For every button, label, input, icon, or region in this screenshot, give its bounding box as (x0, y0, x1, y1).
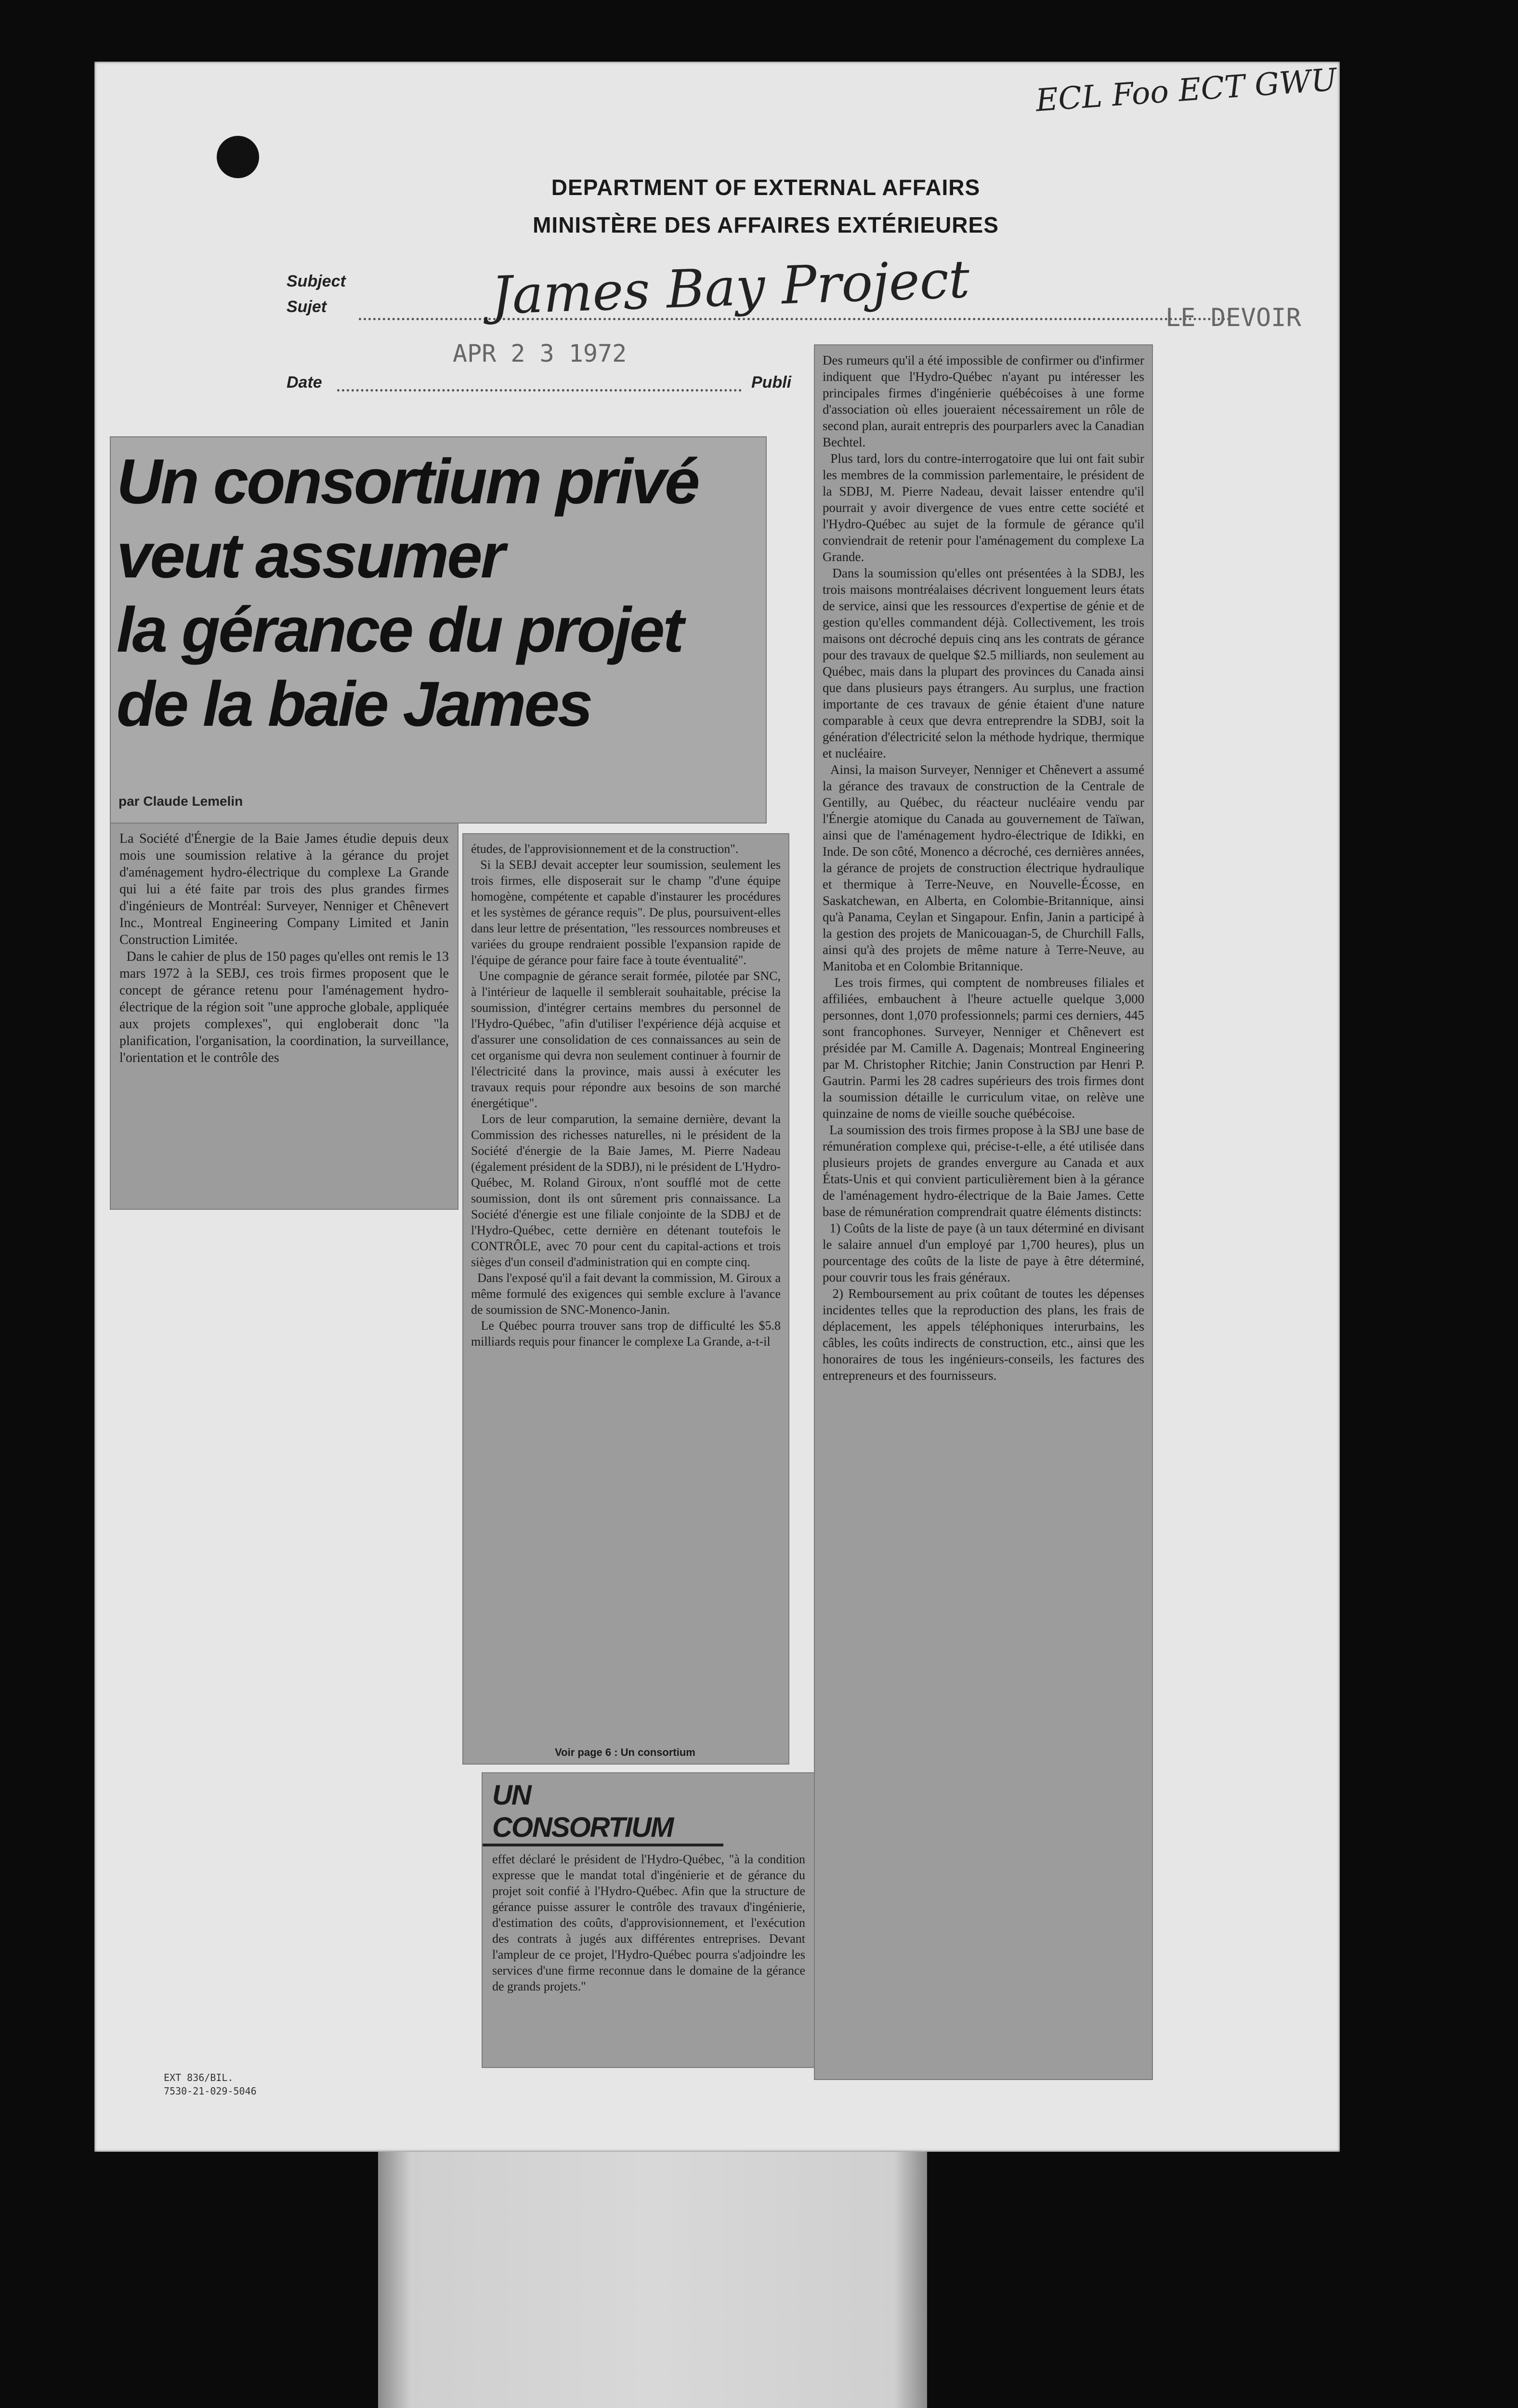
column-3-text: Des rumeurs qu'il a été impossible de confirmer ou d'infirmer indiquent que l'Hydro-Québec n'ayant pu intéresser les principales firmes d'ingénierie québécoises à une forme d'association où elles joueraient nécessairement un rôle de second plan, aurait entrepris des pourparlers avec la Canadian Bechtel. Plus tard, lors du contre-interrogatoire que lui ont fait subir les membres de la commission parlementaire, le président de la SDBJ, M. Pierre Nadeau, devait laisser entendre qu'il pourrait y avoir divergence de vues entre cette société et l'Hydro-Québec au sujet de la formule de gérance qu'il conviendrait de retenir pour l'aménagement du complexe La Grande. Dans la soumission qu'elles ont présentées à la SDBJ, les trois maisons montréalaises décrivent longuement leurs états de service, ainsi que les ressources d'expertise de génie et de gestion qu'elles commandent déjà. Collectivement, les trois maisons ont décroché depuis cinq ans les contrats de gérance pour des travaux de quelque $2.5 milliards, non seulement au Québec, mais dans la plupart des provinces du Canada ainsi que dans plusieurs pays étrangers. Au surplus, une fraction importante de ces travaux de génie étaient d'une nature comparable à ceux que devra entreprendre la SDBJ, soit la génération d'électricité selon la méthode hydrique, thermique et nucléaire. Ainsi, la maison Surveyer, Nenniger et Chênevert a assumé la gérance des travaux de construction de la Centrale de Gentilly, au Québec, du réacteur nucléaire vendu par l'Énergie atomique du Canada au gouvernement de Taïwan, ainsi que de l'aménagement hydro-électrique de Idikki, en Inde. De son côté, Monenco a décroché, ces dernières années, la gérance de projets de construction électrique hydraulique et thermique à Terre-Neuve, en Nouvelle-Écosse, en Saskatchewan, en Alberta, en Colombie-Britannique, ainsi qu'à Panama, Ceylan et Singapour. Enfin, Janin a participé à la gestion des projets de Manicouagan-5, de Churchill Falls, ainsi qu'à des projets de même nature à Terre-Neuve, au Manitoba et en Colombie Britannique. Les trois firmes, qui comptent de nombreuses filiales et affiliées, embauchent à l'heure actuelle quelque 3,000 personnes, dont 1,070 professionnels; parmi ces derniers, 445 sont francophones. Surveyer, Nenniger et Chênevert est présidée par M. Camille A. Dagenais; Montreal Engineering par M. Christopher Ritchie; Janin Construction par Henri P. Gautrin. Parmi les 28 cadres supérieurs des trois firmes dont la soumission détaille le curriculum vitae, on relève une quinzaine de noms de vieille souche québécoise. La soumission des trois firmes propose à la SBJ une base de rémunération complexe qui, précise-t-elle, a été utilisée dans plusieurs projets de grandes envergure au Canada et aux États-Unis et qui convient particulièrement bien à la gérance de l'aménagement hydro-électrique de la Baie James. Cette base de rémunération comprendrait quatre éléments distincts: 1) Coûts de la liste de paye (à un taux déterminé en divisant le salaire annuel d'un employé par 1,700 heures), plus un pourcentage des coûts de la liste de paye à être déterminé, pour couvrir tous les frais généraux. 2) Remboursement au prix coûtant de toutes les dépenses incidentes telles que la reproduction des plans, les frais de déplacement, les appels téléphoniques interurbains, les câbles, les coûts indirects de construction, etc., ainsi que les honoraires de tous les ingénieurs-conseils, les factures des entrepreneurs et des fournisseurs. (823, 353, 1145, 1383)
column-1-text: La Société d'Énergie de la Baie James étudie depuis deux mois une soumission relative à la gérance du projet d'aménagement hydro-électrique du complexe La Grande qui lui a été faite par trois des plus grandes firmes d'ingénieurs de Montréal: Surveyer, Nenniger et Chênevert Inc., Montreal Engineering Company Limited et Janin Construction Limitée. Dans le cahier de plus de 150 pages qu'elles ont remis le 13 mars 1972 à la SEBJ, ces trois firmes proposent que le concept de gérance retenu pour l'aménagement hydro-électrique de la région soit "une approche globale, appliquée aux projets complexes", qui engloberait donc "la planification, l'organisation, la coordination, la surveillance, l'orientation et le contrôle des (119, 831, 449, 1065)
department-en: DEPARTMENT OF EXTERNAL AFFAIRS (551, 175, 981, 200)
column-2-text: études, de l'approvisionnement et de la construction". Si la SEBJ devait accepter leur soumission, seulement les trois firmes, elle disposerait sur le champ "d'une équipe homogène, compétente et capable d'instaurer les procédures et les systèmes de gérance requis". De plus, poursuivent-elles dans leur lettre de présentation, "les ressources nombreuses et variées du groupe rendraient possible l'expansion rapide de l'équipe de gérance pour faire face à toute éventualité". Une compagnie de gérance serait formée, pilotée par SNC, à l'intérieur de laquelle il semblerait souhaitable, précise la soumission, d'intégrer certains membres du personnel de l'Hydro-Québec, "afin d'utiliser l'expérience déjà acquise et d'assurer une consolidation de ces connaissances au sein de cet organisme qui devra non seulement continuer à fournir de l'électricité dans la province, mais aussi à exécuter les travaux requis pour répondre aux besoins de son marché énergétique". Lors de leur comparution, la semaine dernière, devant la Commission des richesses naturelles, ni le président de la Société d'énergie de la Baie James, M. Pierre Nadeau (également président de la SDBJ), ni le président de L'Hydro-Québec, M. Roland Giroux, n'ont soufflé mot de cette soumission, dont ils ont sûrement pris connaissance. La Société d'énergie est une filiale conjointe de la SDBJ et de l'Hydro-Québec, cette dernière en détenant toutefois le CONTRÔLE, avec 70 pour cent du capital-actions et trois sièges d'un conseil d'administration qui en compte cinq. Dans l'exposé qu'il a fait devant la commission, M. Giroux a même formulé des exigences qui semble exclure à l'avance de soumission de SNC-Monenco-Janin. Le Québec pourra trouver sans trop de difficulté les $5.8 milliards requis pour financer le complexe La Grande, a-t-il (471, 842, 781, 1348)
routing-marks: ECL Foo ECT GWU (1034, 62, 1338, 119)
byline: par Claude Lemelin (118, 794, 243, 809)
article-column-2 (462, 833, 789, 1765)
date-line (337, 389, 742, 392)
article-column-3 (814, 344, 1153, 2080)
sheet-stub (378, 2152, 927, 2408)
subject-value: James Bay Project (490, 249, 971, 327)
publication-stamp: LE DEVOIR (1165, 303, 1301, 332)
publication-label: Publi (751, 373, 792, 392)
punch-hole (217, 136, 259, 178)
subject-label-fr: Sujet (287, 298, 327, 316)
subject-label-en: Subject (287, 272, 346, 290)
continued-note: Voir page 6 : Un consortium (471, 1746, 779, 1759)
continuation-clipping (482, 1772, 816, 2068)
form-code: EXT 836/BIL. 7530-21-029-5046 (164, 2072, 257, 2097)
date-stamp: APR 2 3 1972 (453, 340, 627, 367)
article-column-1 (110, 823, 458, 1210)
date-label: Date (287, 373, 322, 392)
headline: Un consortium privé veut assumer la gérance du projet de la baie James (117, 446, 698, 739)
headline-clipping (110, 436, 767, 824)
subject-line (359, 318, 1230, 320)
continuation-title: UN CONSORTIUM (483, 1773, 723, 1846)
department-fr: MINISTÈRE DES AFFAIRES EXTÉRIEURES (533, 212, 999, 237)
continuation-text: effet déclaré le président de l'Hydro-Québec, "à la condition expresse que le mandat total d'ingénierie et de gérance du projet soit confié à l'Hydro-Québec. Afin que la structure de gérance puisse assurer le contrôle des travaux d'ingénierie, d'estimation des coûts, d'approvisionnement, et l'exécution des contrats à jugés aux différentes entreprises. Devant l'ampleur de ce projet, l'Hydro-Québec pourra s'adjoindre les services d'une firme reconnue dans le domaine de la gérance de grands projets." (492, 1852, 809, 1993)
